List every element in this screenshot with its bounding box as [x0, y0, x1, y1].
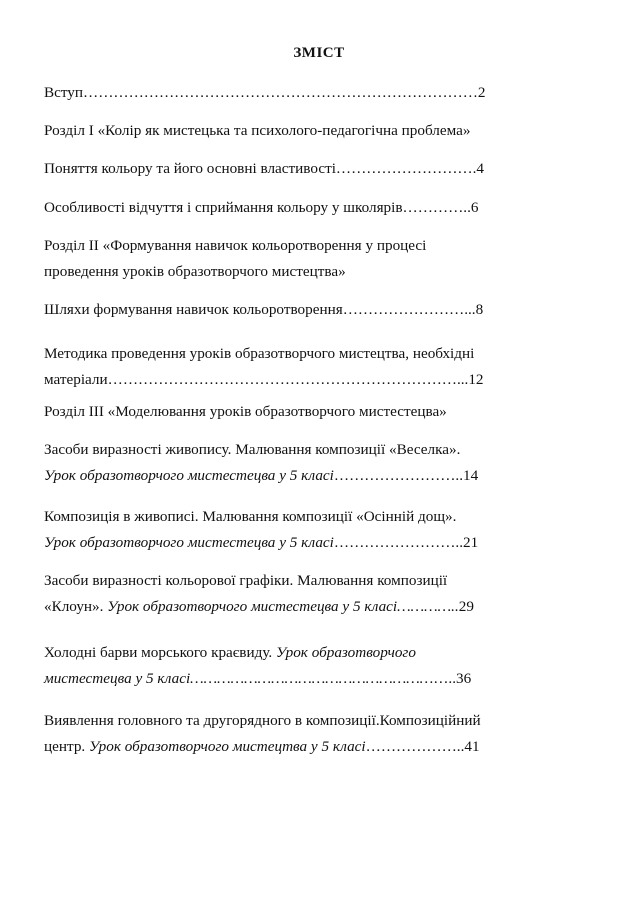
toc-entry-section-3 [44, 399, 584, 425]
toc-italic: Урок образотворчого мистестецва у 5 класі [44, 534, 334, 551]
toc-text: Холодні барви морського краєвиду. [44, 644, 276, 661]
toc-line: Вступ……………………………………………………………………2 [44, 84, 486, 101]
toc-page-leader: ……………………..14 [333, 467, 479, 484]
toc-line: Поняття кольору та його основні властивості……………………….4 [44, 160, 484, 177]
toc-entry-autumn-rain [44, 504, 584, 556]
toc-line: Шляхи формування навичок кольоротворення……………………...8 [44, 301, 484, 318]
toc-entry-color-skills [44, 297, 584, 323]
toc-line [44, 530, 584, 556]
toc-entry-color-concept [44, 156, 584, 182]
toc-line: проведення уроків образотворчого мистецтва» [44, 263, 346, 280]
toc-italic: Урок образотворчого [276, 644, 416, 661]
toc-entry-composition-center [44, 708, 584, 760]
toc-line [44, 463, 584, 489]
toc-italic: Урок образотворчого мистестецва у 5 класі [44, 467, 334, 484]
toc-line: Розділ ІІ «Формування навичок кольоротворення у процесі [44, 237, 427, 254]
toc-prefix: центр. [44, 738, 90, 755]
toc-line: матеріали……………………………………………………………...12 [44, 371, 484, 388]
toc-entry-introduction [44, 80, 584, 106]
toc-page-number: 29 [458, 598, 474, 615]
toc-line [44, 666, 584, 692]
toc-line: Засоби виразності живопису. Малювання композиції «Веселка». [44, 441, 461, 458]
toc-page-leader: …..36 [433, 670, 472, 687]
toc-italic: Урок образотворчого мистестецва у 5 класі………….. [107, 598, 459, 615]
toc-italic: Урок образотворчого мистецтва у 5 класі [89, 738, 366, 755]
toc-line: Засоби виразності кольорової графіки. Малювання композиції [44, 572, 448, 589]
toc-line [44, 734, 584, 760]
toc-line: Композиція в живописі. Малювання композиції «Осінній дощ». [44, 508, 457, 525]
toc-line [44, 594, 584, 620]
toc-entry-seascape [44, 640, 584, 692]
toc-entry-section-1 [44, 118, 584, 144]
toc-page-leader: ……………………..21 [333, 534, 479, 551]
toc-line: Особливості відчуття і сприймання кольору у школярів…………..6 [44, 199, 479, 216]
toc-italic: мистестецва у 5 класі……………………………………………… [44, 670, 434, 687]
toc-page-leader: ………………..41 [365, 738, 480, 755]
toc-line [44, 640, 584, 666]
toc-prefix: «Клоун». [44, 598, 108, 615]
toc-entry-section-2 [44, 233, 584, 285]
page-title: ЗМІСТ [293, 45, 345, 61]
toc-line: Виявлення головного та другорядного в композиції.Композиційний [44, 712, 481, 729]
toc-entry-clown [44, 568, 584, 620]
toc-line: Розділ ІІІ «Моделювання уроків образотворчого мистестецва» [44, 403, 447, 420]
toc-line: Розділ І «Колір як мистецька та психолого-педагогічна проблема» [44, 122, 471, 139]
toc-entry-rainbow [44, 437, 584, 489]
toc-line: Методика проведення уроків образотворчого мистецтва, необхідні [44, 345, 475, 362]
toc-entry-methodology [44, 341, 584, 393]
toc-entry-color-perception [44, 195, 584, 221]
